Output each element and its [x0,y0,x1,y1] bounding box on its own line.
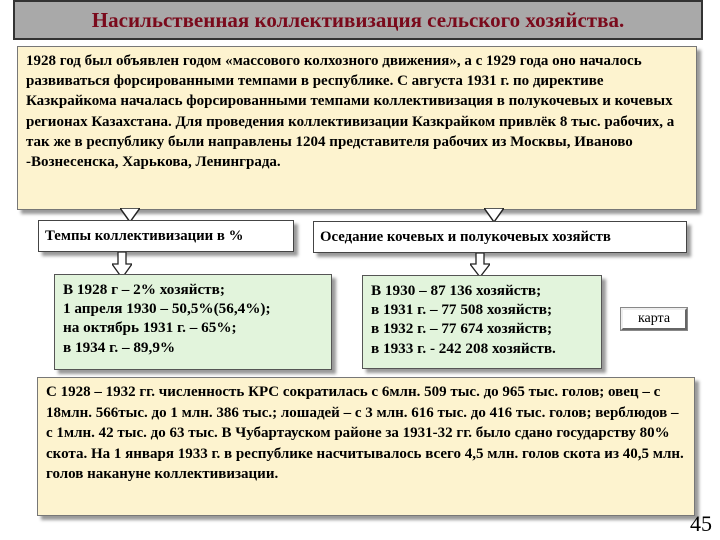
list-item: в 1933 г. - 242 208 хозяйств. [371,339,556,357]
slide-title: Насильственная коллективизация сельского хозяйства. [13,0,703,40]
page-number: 45 [690,511,712,536]
list-item: в 1934 г. – 89,9% [63,338,176,356]
arrow-down-right-icon [470,253,490,277]
nomad-settlement-list [362,275,602,369]
list-item: в 1931 г. – 77 508 хозяйств; [371,301,553,319]
list-item: на октябрь 1931 г. – 65%; [63,319,237,337]
livestock-decline-text-box: С 1928 – 1932 гг. численность КРС сократилась с 6млн. 509 тыс. до 965 тыс. голов; овец – с 18млн. 566тыс. до 1 млн. 386 тыс.; лошадей – с 3 млн. 616 тыс. до 416 тыс. голов; верблюдов – с 1млн. 42 тыс. до 63 тыс. В Чубартауском районе за 1931-32 гг. было сдано государству 80% скота. На 1 января 1933 г. в республике насчитывалось всего 4,5 млн. голов скота из 40,5 млн. голов накануне коллективизации. [37,377,695,516]
list-item: 1 апреля 1930 – 50,5%(56,4%); [63,300,271,318]
nomad-settlement-heading: Оседание кочевых и полукочевых хозяйств [313,221,687,253]
map-button[interactable]: карта [621,308,687,330]
list-item: В 1928 г – 2% хозяйств; [63,281,225,298]
intro-text-box: 1928 год был объявлен годом «массового колхозного движения», а с 1929 года оно началось развиваться форсированными темпами в республике. С августа 1931 г. по директиве Казкрайкома началась форсированными темпами коллективизация в полукочевых и кочевых регионах Казахстана. Для проведения коллективизации Казкрайком привлёк 8 тыс. рабочих, а так же в республику были направлены 1204 представителя рабочих из Москвы, Иваново -Вознесенска, Харькова, Ленинграда. [17,46,697,210]
collectivization-rate-heading: Темпы коллективизации в % [38,220,294,252]
collectivization-rate-list [54,274,332,370]
list-item: В 1930 – 87 136 хозяйств; [371,282,542,299]
list-item: в 1932 г. – 77 674 хозяйств; [371,320,553,338]
